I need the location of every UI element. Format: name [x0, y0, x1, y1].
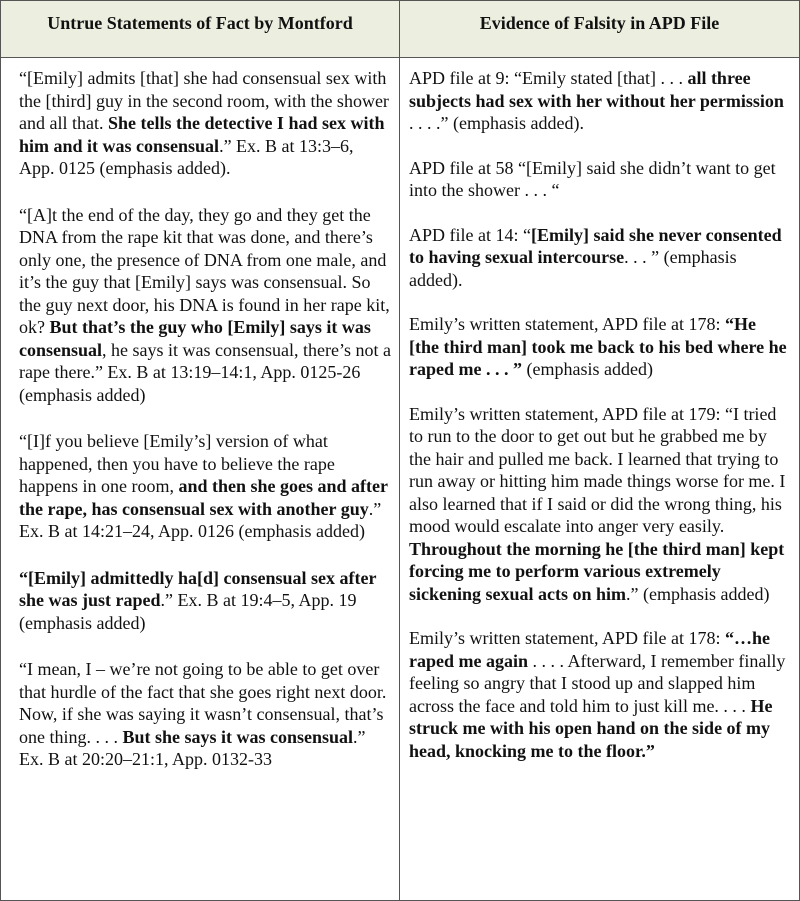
bold-emphasis-text: But she says it was consensual [122, 726, 354, 747]
body-text: “I mean, I – we’re not going to be able to get over that hurdle of the fact that she goes right next door. Now, if she was saying it wasn’t consensual, that’s one thing. . . . [19, 659, 387, 747]
bold-emphasis-text: “…he raped me again [409, 628, 770, 671]
evidence-paragraph [409, 403, 789, 606]
body-text: , he says it was consensual, there’s not a rape there.” Ex. B at 13:19–14:1, App. 0125-26 (emphasis added) [19, 339, 391, 405]
body-text: . . . ” (emphasis added). [409, 247, 737, 290]
body-text: “[A]t the end of the day, they go and they get the DNA from the rape kit that was done, and there’s only one, the presence of DNA from one male, and it’s the guy that [Emily] says was consensual. So the guy next door, his DNA is found in her rape kit, ok? [19, 204, 390, 337]
bold-emphasis-text: “[Emily] admittedly ha[d] consensual sex after she was just raped [19, 567, 377, 610]
bold-emphasis-text: and then she goes and after the rape, has consensual sex with another guy [19, 476, 388, 519]
statement-paragraph [19, 567, 391, 635]
body-text: Emily’s written statement, APD file at 178: [409, 314, 725, 334]
statement-paragraph [19, 430, 391, 543]
evidence-paragraph [409, 224, 789, 292]
evidence-paragraph [409, 627, 789, 762]
evidence-paragraph [409, 157, 789, 202]
body-text: “[I]f you believe [Emily’s] version of what happened, then you have to believe the rape happens in one room, [19, 431, 335, 496]
statement-paragraph [19, 658, 391, 771]
bold-emphasis-text: “He [the third man] took me back to his bed where he raped me . . . ” [409, 314, 787, 379]
table-body-row [1, 58, 799, 901]
body-text: .” Ex. B at 20:20–21:1, App. 0132-33 [19, 726, 366, 769]
header-untrue-statements: Untrue Statements of Fact by Montford [1, 1, 400, 57]
body-text: Emily’s written statement, APD file at 178: [409, 628, 725, 648]
bold-emphasis-text: She tells the detective I had sex with him and it was consensual [19, 113, 385, 156]
statement-paragraph [19, 204, 391, 407]
body-text: APD file at 14: “ [409, 224, 531, 245]
header-evidence-of-falsity: Evidence of Falsity in APD File [479, 13, 720, 33]
bold-emphasis-text: all three subjects had sex with her without her permission [409, 68, 784, 111]
body-text: .” Ex. B at 19:4–5, App. 19 (emphasis added) [19, 590, 357, 633]
body-text: APD file at 58 “[Emily] said she didn’t want to get into the shower . . . “ [409, 157, 776, 200]
body-text: .” Ex. B at 13:3–6, App. 0125 (emphasis added). [19, 135, 354, 178]
evidence-column [400, 58, 799, 901]
bold-emphasis-text: He struck me with his open hand on the side of my head, knocking me to the floor.” [409, 695, 773, 761]
bold-emphasis-text: But that’s the guy who [Emily] says it was consensual [19, 317, 371, 360]
bold-emphasis-text: Throughout the morning he [the third man] kept forcing me to perform various extremely sickening sexual acts on him [409, 538, 785, 604]
body-text: . . . .” (emphasis added). [409, 113, 584, 133]
body-text: (emphasis added) [521, 359, 653, 379]
statement-paragraph [19, 67, 391, 180]
table-header-row [1, 1, 799, 58]
body-text: .” (emphasis added) [626, 583, 770, 604]
body-text: “[Emily] admits [that] she had consensual sex with the [third] guy in the second room, with the shower and all that. [19, 68, 389, 133]
evidence-paragraph [409, 67, 789, 135]
untrue-statements-column [1, 58, 400, 901]
body-text: . . . . Afterward, I remember finally feeling so angry that I stood up and slapped him across the face and told him to just kill me. . . . [409, 650, 786, 716]
bold-emphasis-text: [Emily] said she never consented to having sexual intercourse [409, 224, 782, 267]
evidence-paragraph [409, 313, 789, 381]
body-text: .” Ex. B at 14:21–24, App. 0126 (emphasis added) [19, 498, 382, 541]
body-text: Emily’s written statement, APD file at 179: “I tried to run to the door to get out but he grabbed me by the hair and pulled me back. I learned that trying to run away or hitting him made things worse for me. I also learned that if I said or did the wrong thing, his mood would escalate into anger very easily. [409, 403, 786, 536]
body-text: APD file at 9: “Emily stated [that] . . . [409, 68, 688, 88]
